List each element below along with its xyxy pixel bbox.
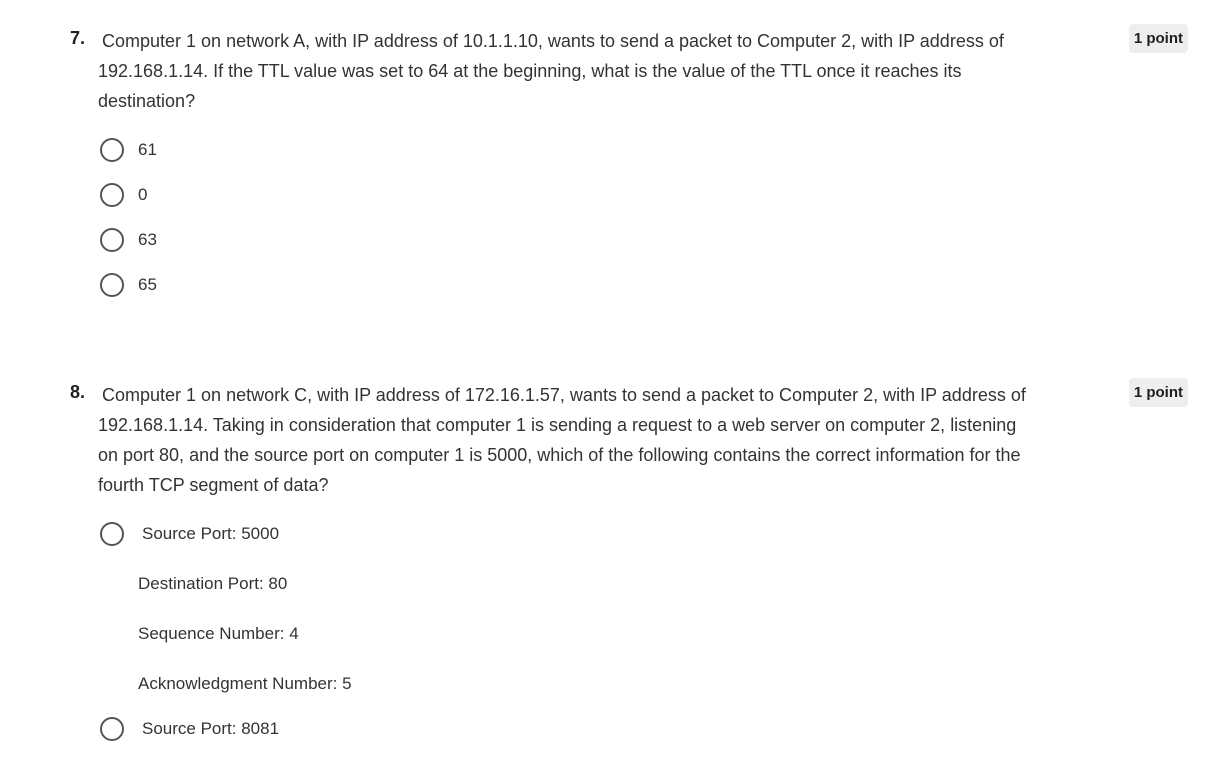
option-line-sequence-number: Sequence Number: 4	[138, 624, 299, 643]
radio-button[interactable]	[100, 522, 124, 546]
question-text-content: Computer 1 on network A, with IP address of 10.1.1.10, wants to send a packet to Computer 2, with IP address of 192.168.1.14. If the TTL value was set to 64 at the beginning, what is the value of the TTL once it reaches its destination?	[98, 31, 1004, 111]
radio-button[interactable]	[100, 717, 124, 741]
option-line-source-port: Source Port: 8081	[142, 719, 280, 738]
option-line-acknowledgment-number: Acknowledgment Number: 5	[138, 674, 352, 693]
radio-button[interactable]	[100, 228, 124, 252]
question-number: 8.	[70, 382, 86, 402]
option-label: 0	[138, 185, 148, 204]
option-label: 65	[138, 275, 157, 294]
radio-button[interactable]	[100, 273, 124, 297]
question-text-content: Computer 1 on network C, with IP address of 172.16.1.57, wants to send a packet to Computer 2, with IP address of 192.168.1.14. Taking in consideration that computer 1 is sending a request to a web server on computer 2, listening on port 80, and the source port on computer 1 is 5000, which of the following contains the correct information for the fourth TCP segment of data?	[98, 385, 1026, 495]
option-line-source-port: Source Port: 5000	[142, 524, 280, 543]
option-line-destination-port: Destination Port: 80	[138, 574, 288, 593]
option-label: 61	[138, 140, 157, 159]
question-text	[98, 380, 1037, 500]
question-text	[98, 26, 1037, 116]
points-badge: 1 point	[1129, 378, 1188, 407]
question-number: 7.	[70, 28, 86, 48]
radio-button[interactable]	[100, 183, 124, 207]
radio-button[interactable]	[100, 138, 124, 162]
option-label: 63	[138, 230, 157, 249]
points-badge: 1 point	[1129, 24, 1188, 53]
